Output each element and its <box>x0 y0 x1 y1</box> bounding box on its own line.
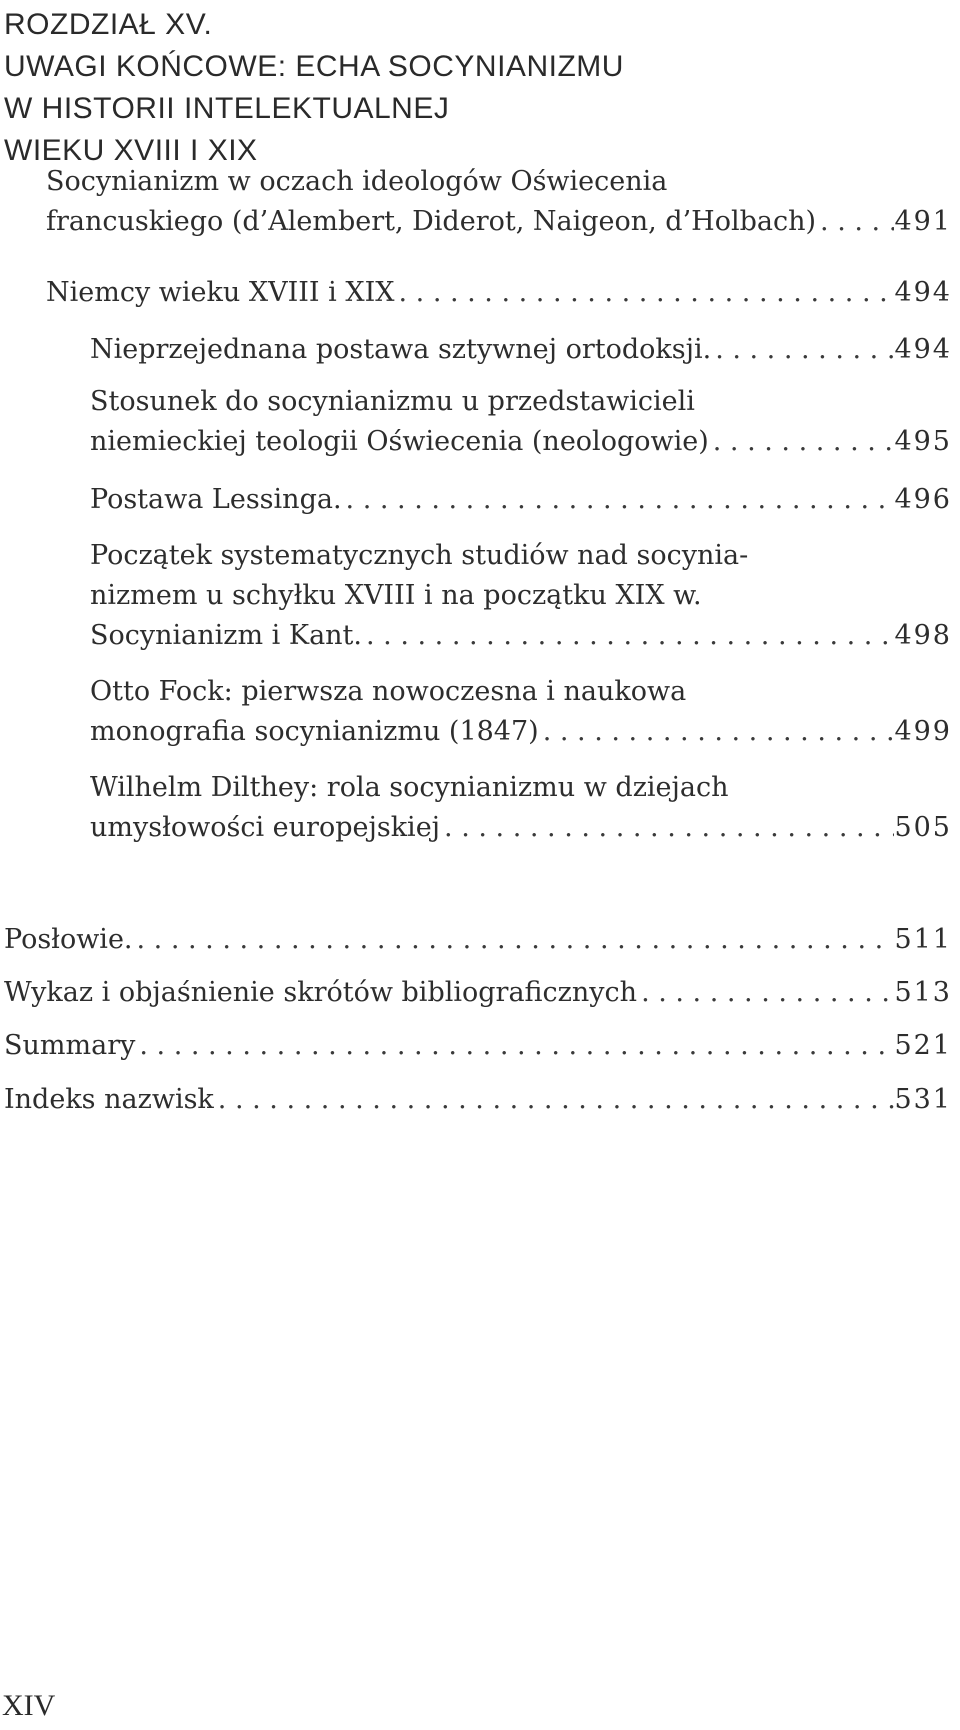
toc-page-number: 496 <box>894 484 952 515</box>
toc-page-number: 505 <box>894 812 952 843</box>
toc-entry[interactable] <box>4 973 952 1013</box>
chapter-heading-line: WIEKU XVIII I XIX <box>4 134 258 167</box>
toc-page-number: 491 <box>894 206 952 237</box>
toc-entry-text: monografia socynianizmu (1847) <box>90 716 539 747</box>
toc-page-number: 499 <box>894 716 952 747</box>
toc-page-number: 513 <box>894 977 952 1008</box>
toc-entry[interactable] <box>4 1026 952 1066</box>
toc-entry[interactable] <box>90 382 952 462</box>
leader-dots <box>539 712 895 752</box>
chapter-heading <box>4 4 904 172</box>
toc-page-number: 494 <box>894 334 952 365</box>
leader-dots <box>362 616 894 656</box>
leader-dots <box>135 1026 894 1066</box>
chapter-heading-line: ROZDZIAŁ XV. <box>4 8 213 41</box>
toc-page-number: 511 <box>894 924 952 955</box>
toc-entry[interactable] <box>90 480 952 520</box>
toc-entry-text: Socynianizm w oczach ideologów Oświecenia <box>46 166 668 197</box>
toc-entry-text: Posłowie. <box>4 924 133 955</box>
leader-dots <box>709 422 895 462</box>
leader-dots <box>394 273 894 313</box>
toc-entry-text: umysłowości europejskiej <box>90 812 441 843</box>
toc-entry-text: Indeks nazwisk <box>4 1084 214 1115</box>
leader-dots <box>440 808 894 848</box>
leader-dots <box>637 973 894 1013</box>
toc-entry-text: Wykaz i objaśnienie skrótów bibliograficznych <box>4 977 638 1008</box>
toc-entry-text: nizmem u schyłku XVIII i na początku XIX w. <box>90 580 702 611</box>
chapter-heading-line: W HISTORII INTELEKTUALNEJ <box>4 92 450 125</box>
toc-entry[interactable] <box>46 273 952 313</box>
leader-dots <box>133 920 895 960</box>
page-folio: XIV <box>2 1689 56 1722</box>
toc-entry[interactable] <box>4 1080 952 1120</box>
toc-entry-text: Początek systematycznych studiów nad socynia- <box>90 540 749 571</box>
toc-entry[interactable] <box>90 536 952 656</box>
toc-entry-text: Nieprzejednana postawa sztywnej ortodoksji. <box>90 334 712 365</box>
toc-entry-text: Wilhelm Dilthey: rola socynianizmu w dziejach <box>90 772 729 803</box>
toc-page-number: 531 <box>894 1084 952 1115</box>
toc-entry-text: Socynianizm i Kant. <box>90 620 362 651</box>
toc-entry[interactable] <box>4 920 952 960</box>
toc-page-number: 495 <box>894 426 952 457</box>
leader-dots <box>342 480 895 520</box>
leader-dots <box>214 1080 895 1120</box>
toc-entry[interactable] <box>46 162 952 242</box>
leader-dots <box>816 202 894 242</box>
toc-entry-text: francuskiego (d’Alembert, Diderot, Naigeon, d’Holbach) <box>46 206 817 237</box>
toc-entry[interactable] <box>90 768 952 848</box>
toc-entry-text: niemieckiej teologii Oświecenia (neologowie) <box>90 426 709 457</box>
chapter-heading-line: UWAGI KOŃCOWE: ECHA SOCYNIANIZMU <box>4 50 624 83</box>
toc-entry-text: Otto Fock: pierwsza nowoczesna i naukowa <box>90 676 687 707</box>
leader-dots <box>711 330 894 370</box>
toc-entry-text: Postawa Lessinga. <box>90 484 342 515</box>
toc-entry-text: Stosunek do socynianizmu u przedstawicieli <box>90 386 695 417</box>
toc-page-number: 494 <box>894 277 952 308</box>
toc-entry[interactable] <box>90 672 952 752</box>
toc-entry-text: Niemcy wieku XVIII i XIX <box>46 277 395 308</box>
toc-entry[interactable] <box>90 330 952 370</box>
toc-page-number: 521 <box>894 1030 952 1061</box>
toc-page-number: 498 <box>894 620 952 651</box>
toc-entry-text: Summary <box>4 1030 136 1061</box>
